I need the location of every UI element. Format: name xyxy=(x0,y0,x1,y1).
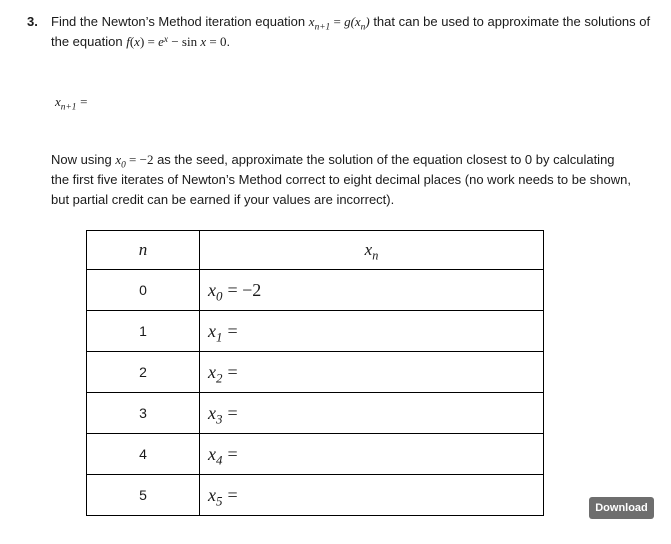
question-number: 3. xyxy=(27,14,38,29)
table-header-row xyxy=(87,231,544,270)
question-intro: Find the Newton’s Method iteration equation xyxy=(51,14,306,29)
iteration-equation: $x_{n+1} = g(x_n)$ xyxy=(308,14,370,33)
target-equation: $f(x) = e^x - \sin x = 0$ xyxy=(126,34,227,49)
row-x-cell[interactable]: $x_4$ = xyxy=(200,434,544,475)
table-row xyxy=(87,311,544,352)
row-n: 3 xyxy=(87,393,200,434)
question-end: . xyxy=(226,34,231,49)
iterates-table xyxy=(86,230,544,516)
table-row xyxy=(87,393,544,434)
row-n: 2 xyxy=(87,352,200,393)
row-x-cell[interactable]: $x_3$ = xyxy=(200,393,544,434)
seed-expression: $x_0 = -2$ xyxy=(115,152,154,171)
header-n: n xyxy=(87,231,200,270)
header-xn: $x_n$ xyxy=(200,231,544,270)
row-n: 1 xyxy=(87,311,200,352)
row-n: 0 xyxy=(87,270,200,311)
row-x-cell[interactable]: $x_2$ = xyxy=(200,352,544,393)
table-row xyxy=(87,352,544,393)
row-n: 4 xyxy=(87,434,200,475)
table-row xyxy=(87,434,544,475)
row-x-cell[interactable]: $x_0 = -2$ xyxy=(200,270,544,311)
row-x-cell[interactable]: $x_1$ = xyxy=(200,311,544,352)
row-x-cell[interactable]: $x_5$ = xyxy=(200,475,544,516)
question-text xyxy=(51,12,651,52)
instructions-post: as the seed, approximate the solution of the equation closest to 0 by calculating the first five iterates of Newton’s Method correct to eight decimal places (no work needs to be shown, but partial credit can be earned if your values are incorrect). xyxy=(51,152,631,207)
instructions-pre: Now using xyxy=(51,152,112,167)
download-button[interactable]: Download xyxy=(589,497,654,519)
instructions-paragraph xyxy=(51,150,631,210)
table-row xyxy=(87,270,544,311)
question-mid: that can be used to approximate the solutions of the equation xyxy=(51,14,651,49)
row-n: 5 xyxy=(87,475,200,516)
iteration-answer-label: $x_{n+1}$ = xyxy=(55,94,88,113)
table-row xyxy=(87,475,544,516)
